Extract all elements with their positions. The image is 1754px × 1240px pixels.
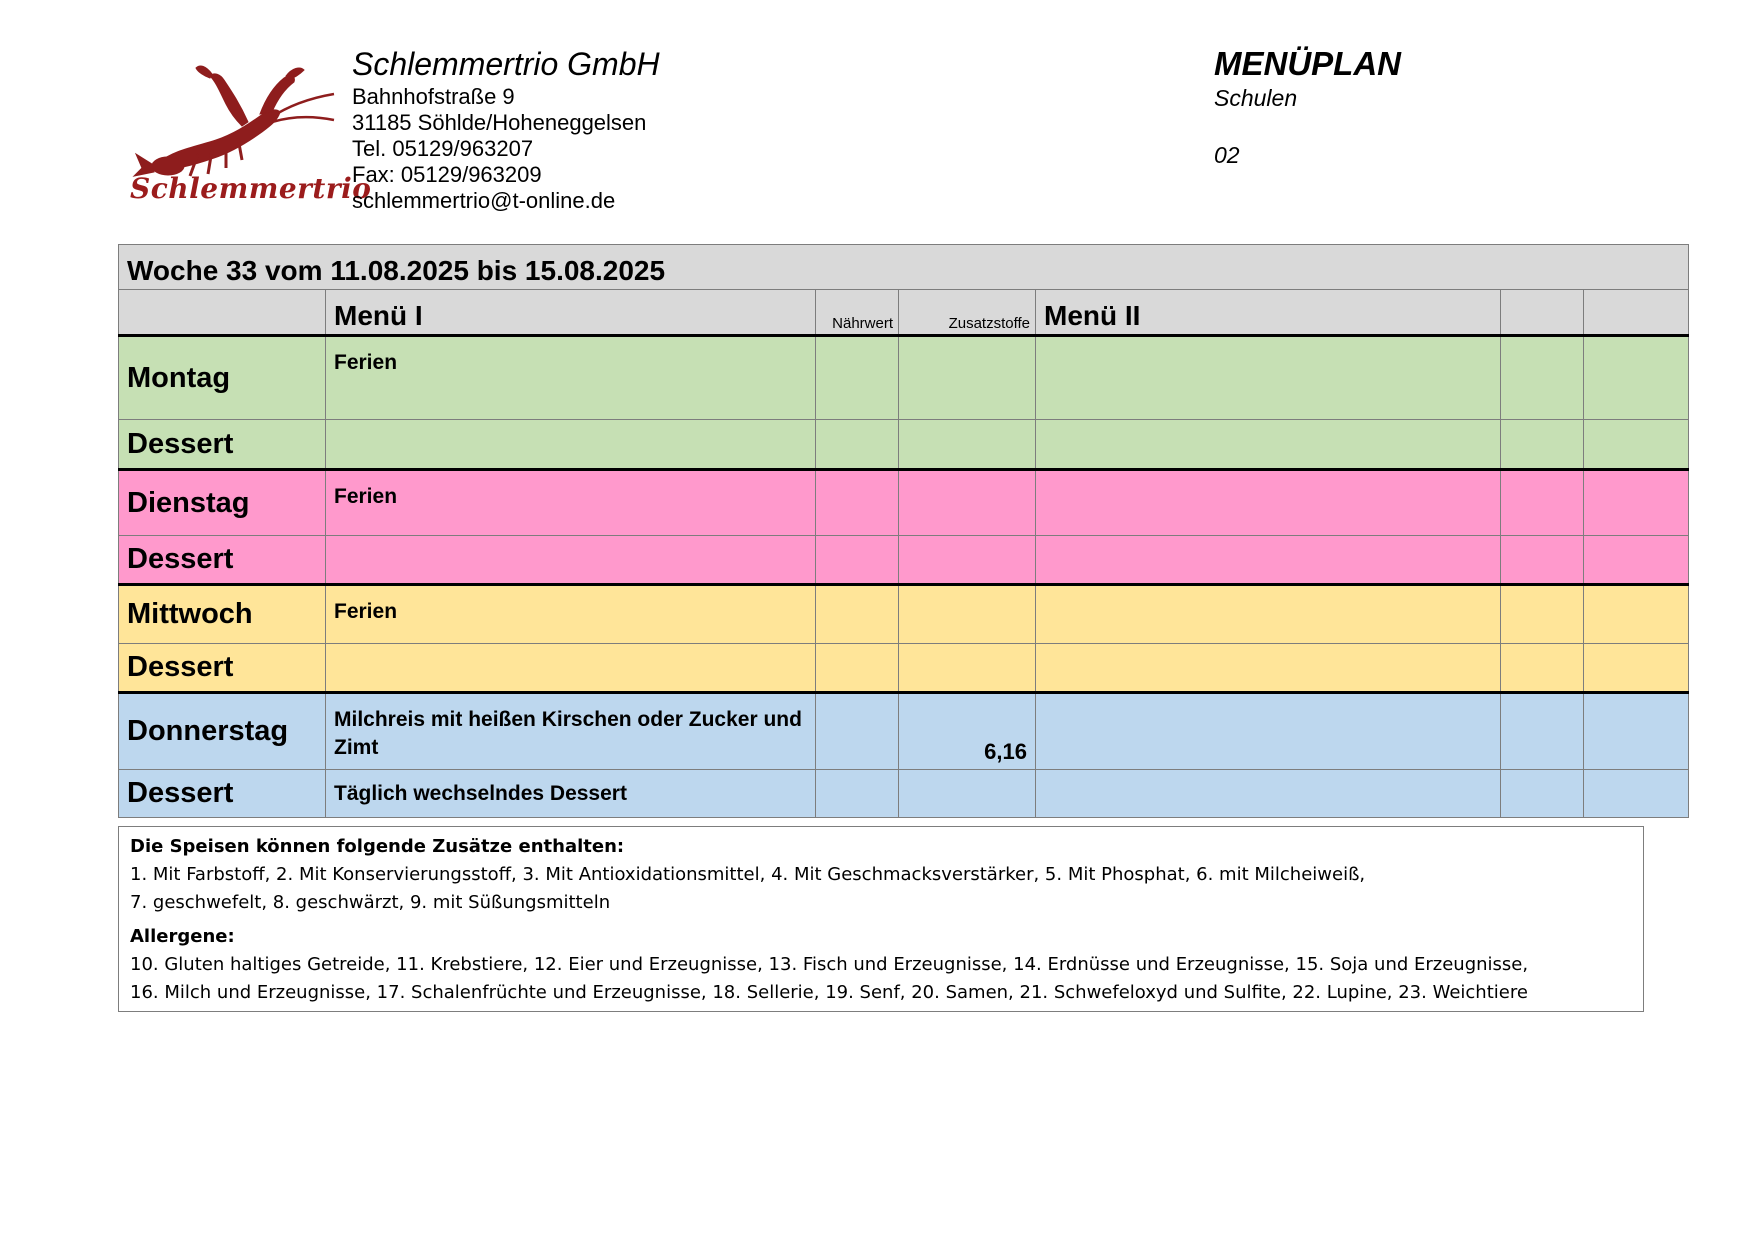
- header-naehrwert: Nährwert: [816, 290, 899, 336]
- menu-1-dish: Ferien: [326, 336, 816, 420]
- day-label: Dienstag: [119, 470, 326, 536]
- zusatzstoffe-cell: [899, 585, 1036, 644]
- naehrwert-cell: [816, 585, 899, 644]
- allergens-title: Allergene:: [130, 926, 235, 947]
- dessert-dish: [326, 536, 816, 585]
- dessert-dish: [326, 644, 816, 693]
- header-zusatzstoffe: Zusatzstoffe: [899, 290, 1036, 336]
- dessert-label: Dessert: [119, 644, 326, 693]
- allergens-line: 16. Milch und Erzeugnisse, 17. Schalenfrüchte und Erzeugnisse, 18. Sellerie, 19. Senf, 20. Samen, 21. Schwefeloxyd und Sulfite, 22. Lupine, 23. Weichtiere: [130, 982, 1528, 1003]
- day-label: Mittwoch: [119, 585, 326, 644]
- table-row: [119, 536, 1689, 585]
- company-email[interactable]: schlemmertrio@t-online.de: [352, 188, 616, 213]
- dessert-dish: [326, 420, 816, 470]
- additives-title: Die Speisen können folgende Zusätze enthalten:: [130, 836, 625, 857]
- day-label: Montag: [119, 336, 326, 420]
- allergens-line: 10. Gluten haltiges Getreide, 11. Krebstiere, 12. Eier und Erzeugnisse, 13. Fisch und Erzeugnisse, 14. Erdnüsse und Erzeugnisse, 15. Soja und Erzeugnisse,: [130, 954, 1529, 975]
- logo-wordmark: Schlemmertrio: [130, 172, 372, 205]
- table-row: [119, 693, 1689, 770]
- header-menu-2: Menü II: [1036, 290, 1501, 336]
- zusatzstoffe-cell: [899, 470, 1036, 536]
- menu-1-dish: Ferien: [326, 470, 816, 536]
- header-blank: [1501, 290, 1584, 336]
- company-street: Bahnhofstraße 9: [352, 84, 515, 109]
- naehrwert-cell: [816, 336, 899, 420]
- zusatzstoffe-cell: [899, 336, 1036, 420]
- table-row: [119, 585, 1689, 644]
- zusatzstoffe-cell: 6,16: [899, 693, 1036, 770]
- additives-line: 1. Mit Farbstoff, 2. Mit Konservierungsstoff, 3. Mit Antioxidationsmittel, 4. Mit Geschmacksverstärker, 5. Mit Phosphat, 6. mit Milcheiweiß,: [130, 864, 1366, 885]
- header-blank: [119, 290, 326, 336]
- table-row: [119, 644, 1689, 693]
- dessert-label: Dessert: [119, 420, 326, 470]
- table-row: [119, 770, 1689, 818]
- menu-2-dish: [1036, 693, 1501, 770]
- dessert-label: Dessert: [119, 536, 326, 585]
- table-row: [119, 336, 1689, 420]
- header-menu-1: Menü I: [326, 290, 816, 336]
- naehrwert-cell: [816, 693, 899, 770]
- company-tel: Tel. 05129/963207: [352, 136, 534, 161]
- day-label: Donnerstag: [119, 693, 326, 770]
- naehrwert-cell: [816, 470, 899, 536]
- menu-table: [118, 244, 1689, 818]
- table-header-row: [119, 290, 1689, 336]
- menu-2-dish: [1036, 470, 1501, 536]
- menu-2-dish: [1036, 336, 1501, 420]
- plan-title-block: [1214, 44, 1401, 169]
- plan-title: MENÜPLAN: [1214, 45, 1401, 82]
- company-name: Schlemmertrio GmbH: [352, 46, 660, 82]
- additives-line: 7. geschwefelt, 8. geschwärzt, 9. mit Süßungsmitteln: [130, 892, 611, 913]
- menu-2-dish: [1036, 585, 1501, 644]
- company-fax: Fax: 05129/963209: [352, 162, 542, 187]
- dessert-label: Dessert: [119, 770, 326, 818]
- menu-1-dish: Ferien: [326, 585, 816, 644]
- company-address: [352, 44, 660, 214]
- company-city: 31185 Söhlde/Hoheneggelsen: [352, 110, 647, 135]
- plan-number: 02: [1214, 142, 1240, 168]
- menu-1-dish: Milchreis mit heißen Kirschen oder Zucker und Zimt: [326, 693, 816, 770]
- table-row: [119, 420, 1689, 470]
- table-row: [119, 470, 1689, 536]
- week-range: Woche 33 vom 11.08.2025 bis 15.08.2025: [119, 245, 1689, 290]
- header-blank: [1584, 290, 1689, 336]
- dessert-dish: Täglich wechselndes Dessert: [326, 770, 816, 818]
- additives-allergens-notes: [118, 826, 1644, 1012]
- plan-subtitle: Schulen: [1214, 85, 1298, 111]
